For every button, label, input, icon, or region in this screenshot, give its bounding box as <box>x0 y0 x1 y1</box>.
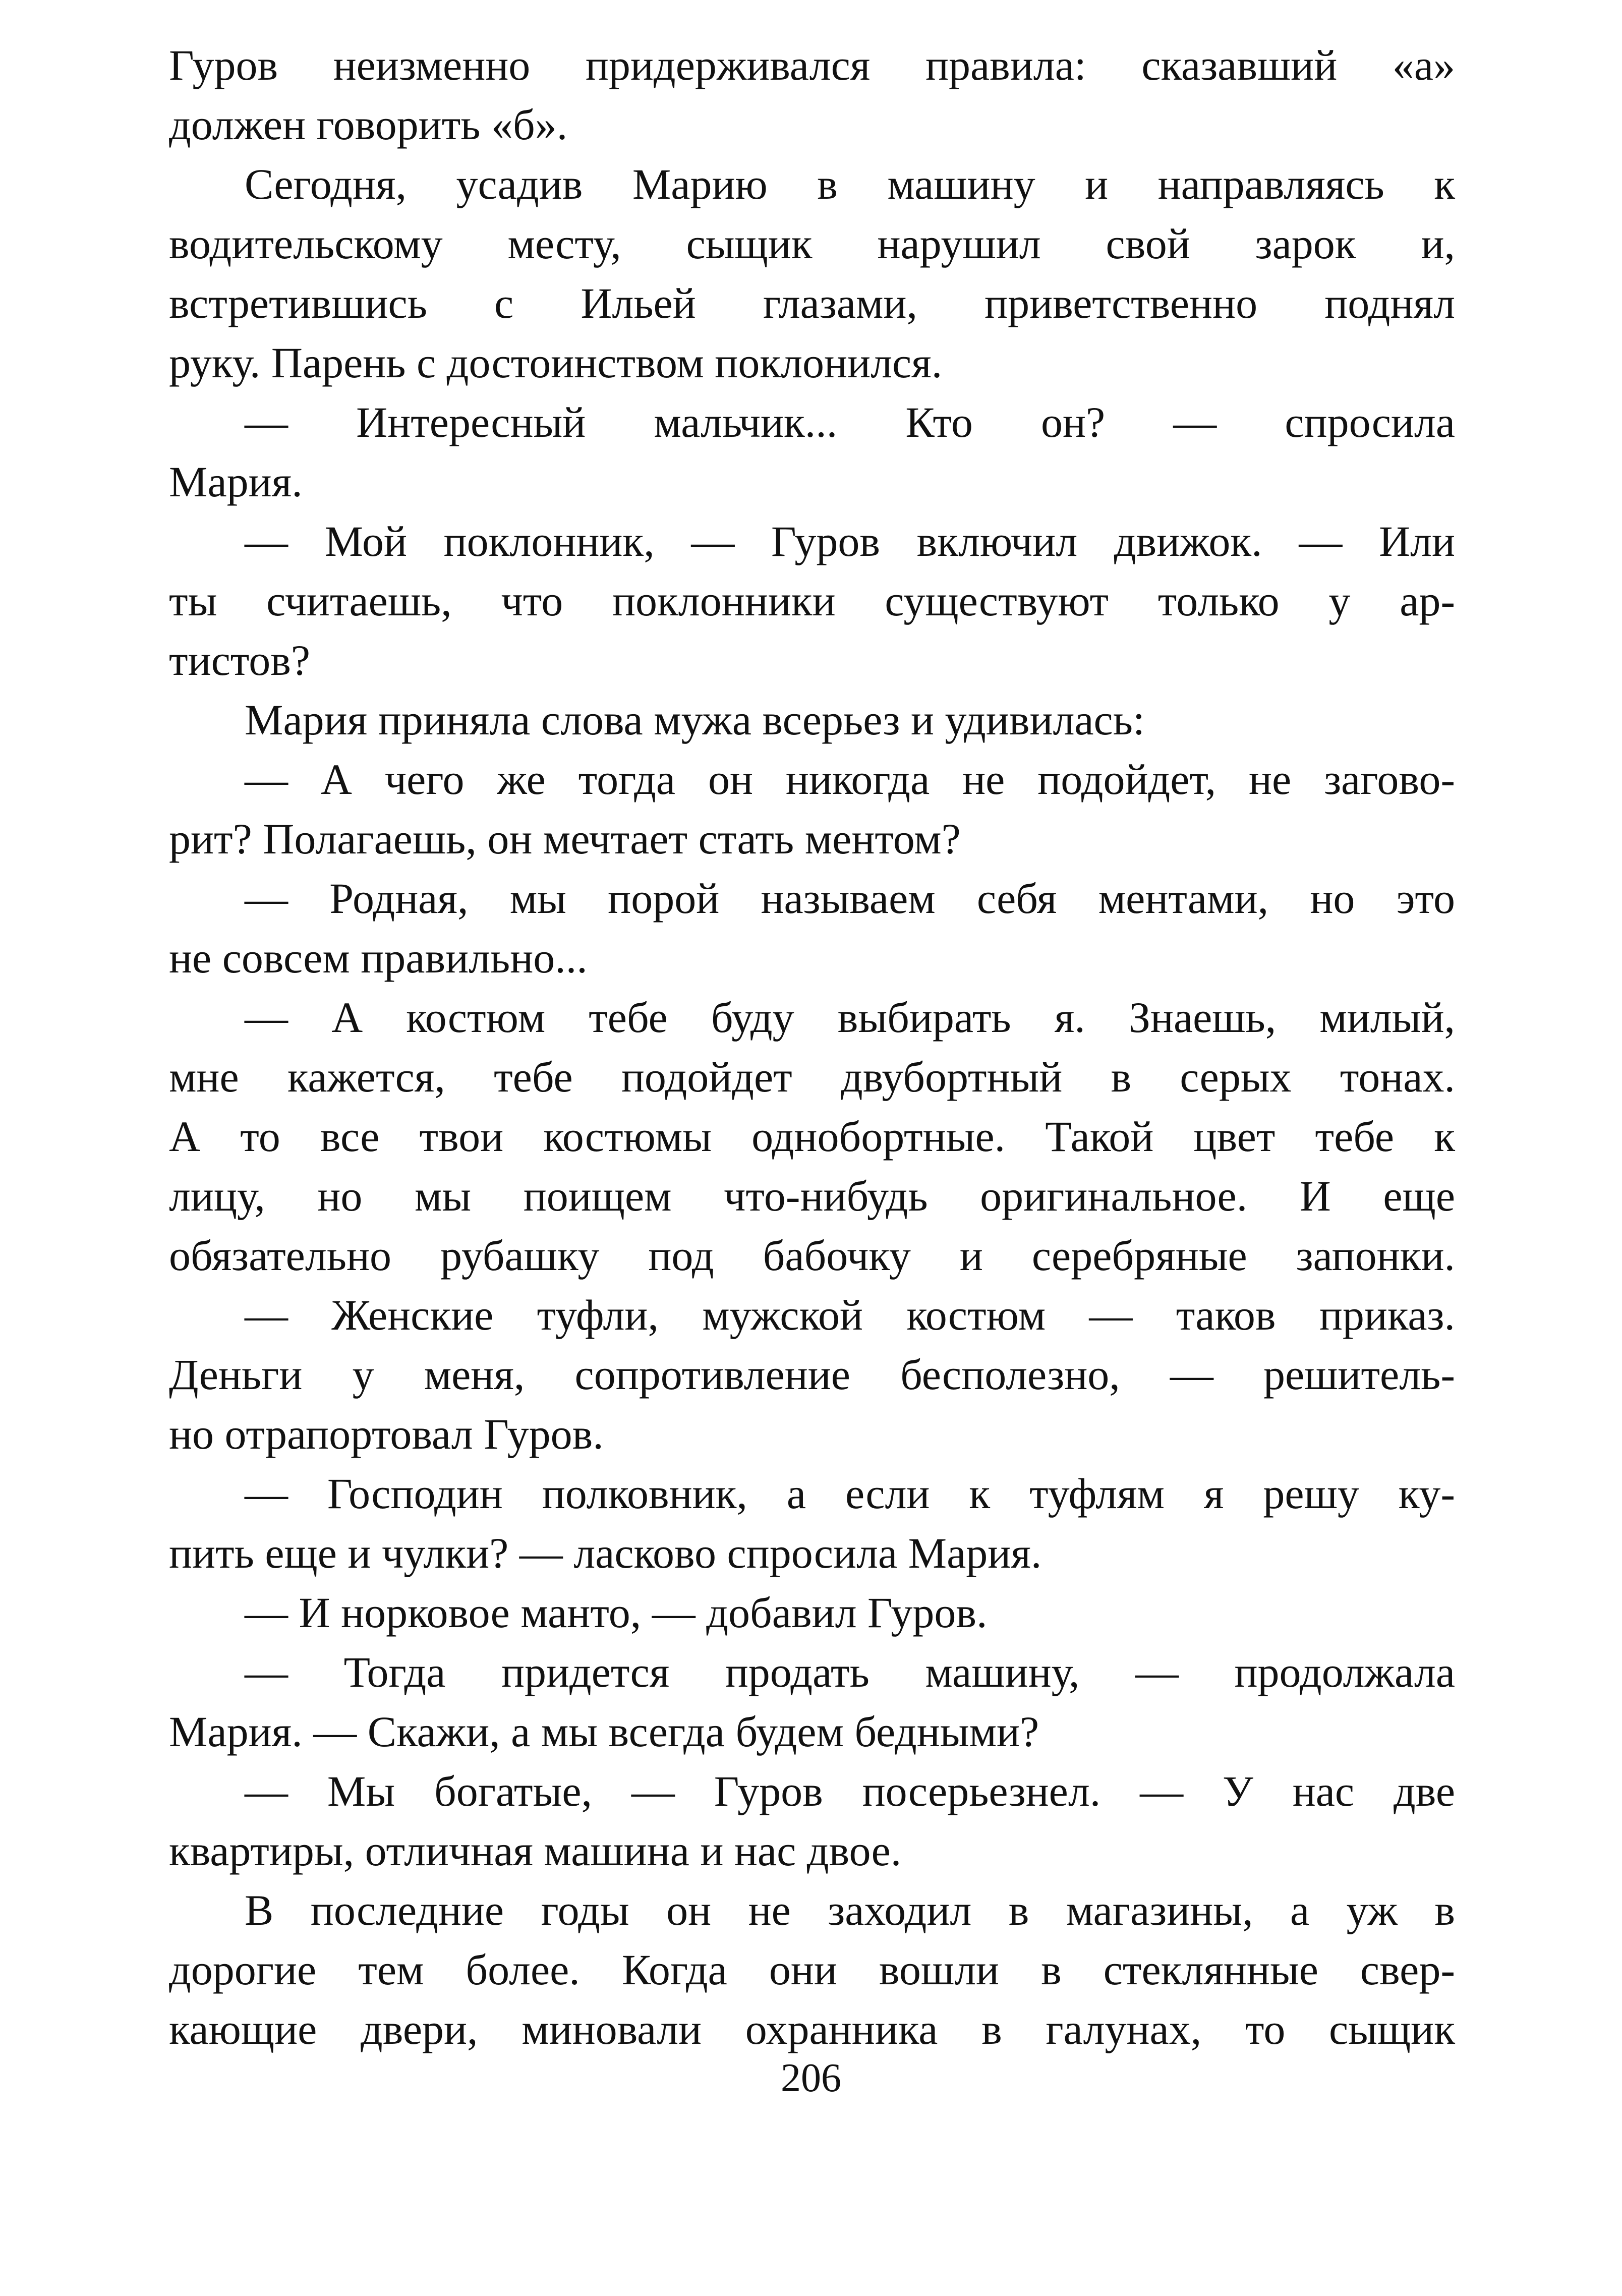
text-line: пить еще и чулки? — ласково спросила Мария. <box>169 1529 1042 1577</box>
text-line: водительскому месту, сыщик нарушил свой зарок и, <box>169 219 1455 268</box>
text-line: — Господин полковник, а если к туфлям я решу ку- <box>245 1469 1455 1518</box>
text-line: дорогие тем более. Когда они вошли в стеклянные свер- <box>169 1945 1455 1994</box>
text-line: тистов? <box>169 636 311 684</box>
text-line: — Тогда придется продать машину, — продолжала <box>245 1648 1455 1696</box>
text-line: — Мой поклонник, — Гуров включил движок. — Или <box>245 517 1455 565</box>
text-line: кающие двери, миновали охранника в галунах, то сыщик <box>169 2005 1455 2053</box>
text-line: — А костюм тебе буду выбирать я. Знаешь, милый, <box>245 993 1455 1042</box>
text-line: мне кажется, тебе подойдет двубортный в серых тонах. <box>169 1053 1455 1101</box>
text-line: лицу, но мы поищем что-нибудь оригинальное. И еще <box>169 1172 1455 1220</box>
text-line: — Родная, мы порой называем себя ментами, но это <box>245 874 1455 923</box>
text-line: встретившись с Ильей глазами, приветственно поднял <box>169 279 1455 327</box>
text-line: Мария приняла слова мужа всерьез и удивилась: <box>245 696 1145 744</box>
text-line: — И норковое манто, — добавил Гуров. <box>245 1588 988 1637</box>
text-line: обязательно рубашку под бабочку и серебряные запонки. <box>169 1231 1455 1280</box>
text-line: рит? Полагаешь, он мечтает стать ментом? <box>169 815 961 863</box>
text-line: В последние годы он не заходил в магазины, а уж в <box>245 1886 1455 1934</box>
text-line: — Мы богатые, — Гуров посерьезнел. — У нас две <box>245 1767 1455 1815</box>
page-number: 206 <box>781 2056 841 2100</box>
body-text <box>169 35 1455 2059</box>
text-line: квартиры, отличная машина и нас двое. <box>169 1826 902 1875</box>
text-line: не совсем правильно... <box>169 934 588 982</box>
text-line: Деньги у меня, сопротивление бесполезно, — решитель- <box>169 1350 1455 1399</box>
text-line: но отрапортовал Гуров. <box>169 1410 604 1458</box>
text-line: — А чего же тогда он никогда не подойдет, не загово- <box>245 755 1455 803</box>
text-line: — Женские туфли, мужской костюм — таков приказ. <box>245 1291 1455 1339</box>
text-line: руку. Парень с достоинством поклонился. <box>169 338 943 387</box>
text-line: Сегодня, усадив Марию в машину и направляясь к <box>245 160 1455 208</box>
text-line: Гуров неизменно придерживался правила: сказавший «а» <box>169 41 1455 89</box>
text-line: Мария. <box>169 457 303 506</box>
text-line: Мария. — Скажи, а мы всегда будем бедными? <box>169 1707 1039 1756</box>
text-line: А то все твои костюмы однобортные. Такой цвет тебе к <box>169 1112 1455 1161</box>
text-line: ты считаешь, что поклонники существуют только у ар- <box>169 577 1455 625</box>
text-line: должен говорить «б». <box>169 100 568 149</box>
text-line: — Интересный мальчик... Кто он? — спросила <box>245 398 1455 446</box>
